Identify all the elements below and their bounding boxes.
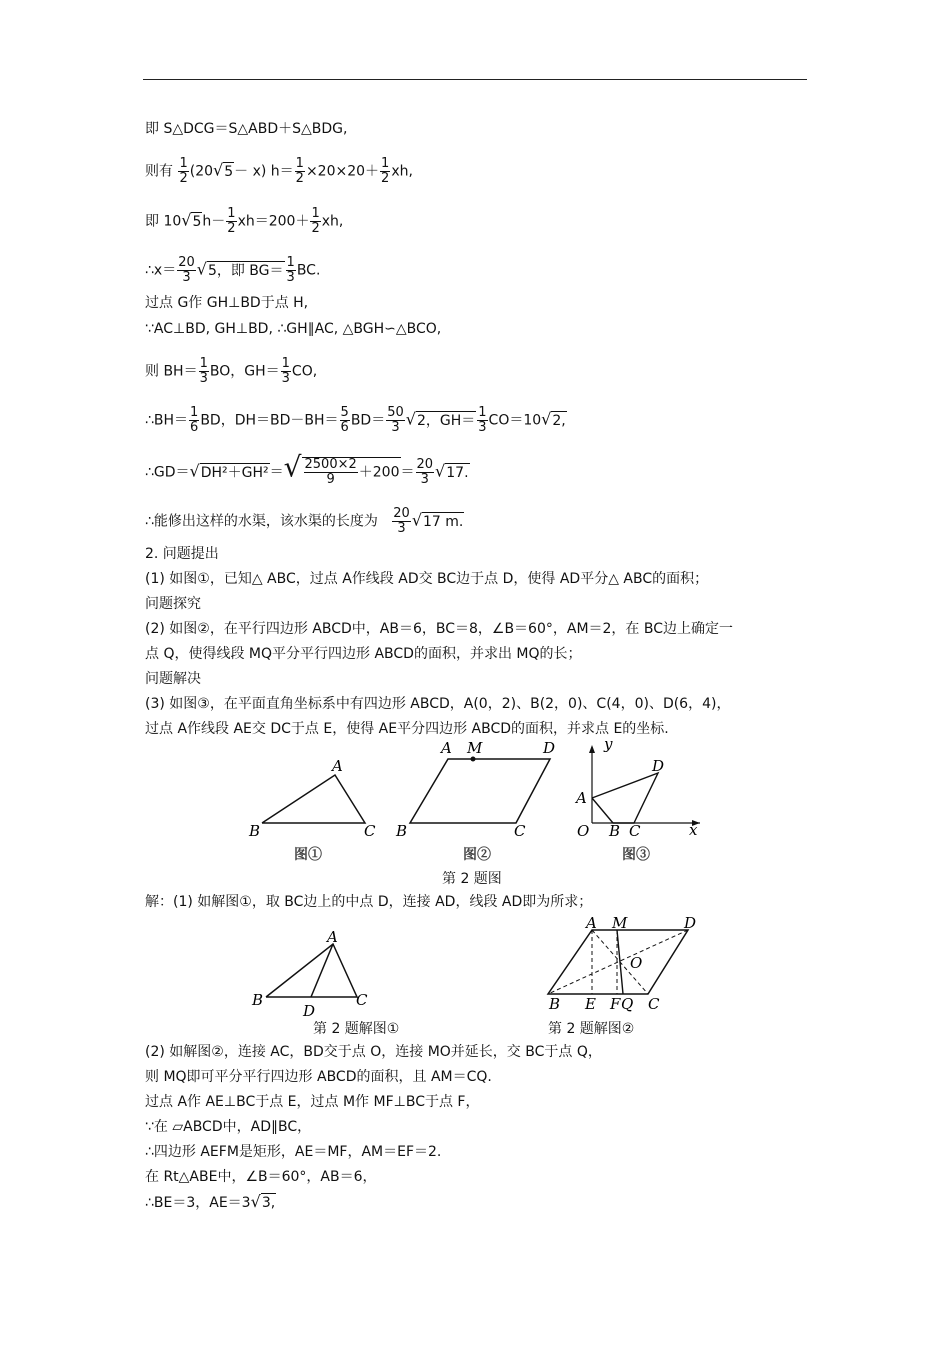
- solution-figure-2: [548, 914, 696, 1013]
- svg-text:O: O: [630, 954, 643, 972]
- svg-text:图①: 图①: [294, 847, 322, 863]
- svg-text:F: F: [610, 995, 621, 1013]
- svg-text:D: D: [684, 914, 697, 932]
- svg-text:B: B: [549, 995, 561, 1013]
- text-line: ∵在 ▱ABCD中，AD∥BC，: [145, 1119, 312, 1135]
- figure-caption: 第 2 题解图①: [313, 1021, 400, 1037]
- svg-text:A: A: [586, 914, 597, 932]
- text-line: 问题解决: [145, 671, 201, 687]
- text-line: (1) 如图①，已知△ ABC，过点 A作线段 AD交 BC边于点 D，使得 AD平分△ ABC的面积；: [145, 571, 709, 587]
- math-line: ∴x＝ $\frac{20}{3}$ √5，即 BG＝ $\frac{1}{3}$ BC.: [145, 255, 321, 285]
- svg-text:C: C: [514, 822, 526, 840]
- text-line: 点 Q，使得线段 MQ平分平行四边形 ABCD的面积，并求出 MQ的长；: [145, 646, 582, 662]
- svg-text:E: E: [585, 995, 596, 1013]
- text-line: 过点 A作线段 AE交 DC于点 E，使得 AE平分四边形 ABCD的面积，并求点 E的坐标.: [145, 721, 669, 737]
- figure-2-parallelogram: [395, 739, 555, 863]
- svg-text:B: B: [252, 991, 264, 1009]
- text-line: 解：(1) 如解图①，取 BC边上的中点 D，连接 AD，线段 AD即为所求；: [145, 894, 593, 910]
- math-line: 即 10√5h－ $\frac{1}{2}$ xh＝200＋ $\frac{1}{2}$ xh,: [145, 206, 344, 236]
- svg-text:B: B: [396, 822, 408, 840]
- svg-text:B: B: [249, 822, 261, 840]
- svg-text:A: A: [332, 757, 343, 775]
- text-line: (2) 如解图②，连接 AC，BD交于点 O，连接 MO并延长，交 BC于点 Q，: [145, 1044, 602, 1060]
- math-line: ∴GD＝√DH²＋GH²＝√ $\frac{2500\times 2}{9}$ ＋200＝ $\frac{20}{3}$ √17.: [145, 450, 469, 487]
- svg-text:D: D: [652, 757, 665, 775]
- svg-text:O: O: [577, 822, 590, 840]
- math-line: 则 BH＝ $\frac{1}{3}$ BO，GH＝ $\frac{1}{3}$ CO,: [145, 356, 318, 386]
- svg-text:Q: Q: [621, 995, 634, 1013]
- svg-text:A: A: [576, 789, 587, 807]
- svg-text:B: B: [609, 822, 621, 840]
- svg-text:A: A: [441, 739, 452, 757]
- figure-caption: 第 2 题解图②: [548, 1021, 635, 1037]
- text-line: 2. 问题提出: [145, 546, 219, 562]
- text-line: ∴四边形 AEFM是矩形，AE＝MF，AM＝EF＝2.: [145, 1144, 442, 1160]
- math-line: ∴BE＝3，AE＝3√3,: [145, 1192, 276, 1211]
- figure-caption: 第 2 题图: [442, 871, 502, 887]
- figure-1-triangle: [248, 757, 376, 863]
- problem-figures: [0, 735, 950, 870]
- text-line: 过点 G作 GH⊥BD于点 H,: [145, 295, 309, 311]
- svg-text:D: D: [303, 1002, 316, 1020]
- svg-text:y: y: [604, 735, 613, 753]
- svg-text:C: C: [629, 822, 641, 840]
- text-line: 在 Rt△ABE中，∠B＝60°，AB＝6，: [145, 1169, 377, 1185]
- svg-text:图②: 图②: [463, 847, 491, 863]
- math-line: ∴能修出这样的水渠，该水渠的长度为 $\frac{20}{3}$ √17 m.: [145, 506, 464, 536]
- svg-text:M: M: [612, 914, 628, 932]
- solution-figure-1: [251, 928, 368, 1020]
- svg-text:A: A: [327, 928, 338, 946]
- math-line: ∴BH＝ $\frac{1}{6}$ BD，DH＝BD－BH＝ $\frac{5}{6}$ BD＝ $\frac{50}{3}$ √2，GH＝ $\frac{1}{3}$ CO＝10√2,: [145, 405, 566, 435]
- svg-text:C: C: [648, 995, 660, 1013]
- text-line: (3) 如图③，在平面直角坐标系中有四边形 ABCD，A(0，2)、B(2，0)、C(4，0)、D(6，4)，: [145, 696, 731, 712]
- text-line: ∵AC⊥BD, GH⊥BD, ∴GH∥AC, △BGH∽△BCO,: [145, 321, 442, 337]
- text-line: 则 MQ即可平分平行四边形 ABCD的面积，且 AM＝CQ.: [145, 1069, 492, 1085]
- text-line: 即 S△DCG＝S△ABD＋S△BDG,: [145, 121, 348, 137]
- svg-text:x: x: [689, 821, 698, 839]
- svg-text:D: D: [543, 739, 556, 757]
- svg-text:M: M: [467, 739, 483, 757]
- svg-text:图③: 图③: [622, 847, 650, 863]
- header-rule: [143, 79, 807, 80]
- figure-3-coordinate-quadrilateral: [574, 735, 700, 863]
- math-line: 则有 $\frac{1}{2}$ (20√5－ x) h＝ $\frac{1}{2}$ ×20×20＋ $\frac{1}{2}$ xh,: [145, 156, 413, 186]
- svg-text:C: C: [356, 991, 368, 1009]
- text-line: 过点 A作 AE⊥BC于点 E，过点 M作 MF⊥BC于点 F，: [145, 1094, 480, 1110]
- text-line: (2) 如图②，在平行四边形 ABCD中，AB＝6，BC＝8，∠B＝60°，AM＝2，在 BC边上确定一: [145, 621, 734, 637]
- text-line: 问题探究: [145, 596, 201, 612]
- solution-figures: [0, 914, 950, 1020]
- svg-text:C: C: [364, 822, 376, 840]
